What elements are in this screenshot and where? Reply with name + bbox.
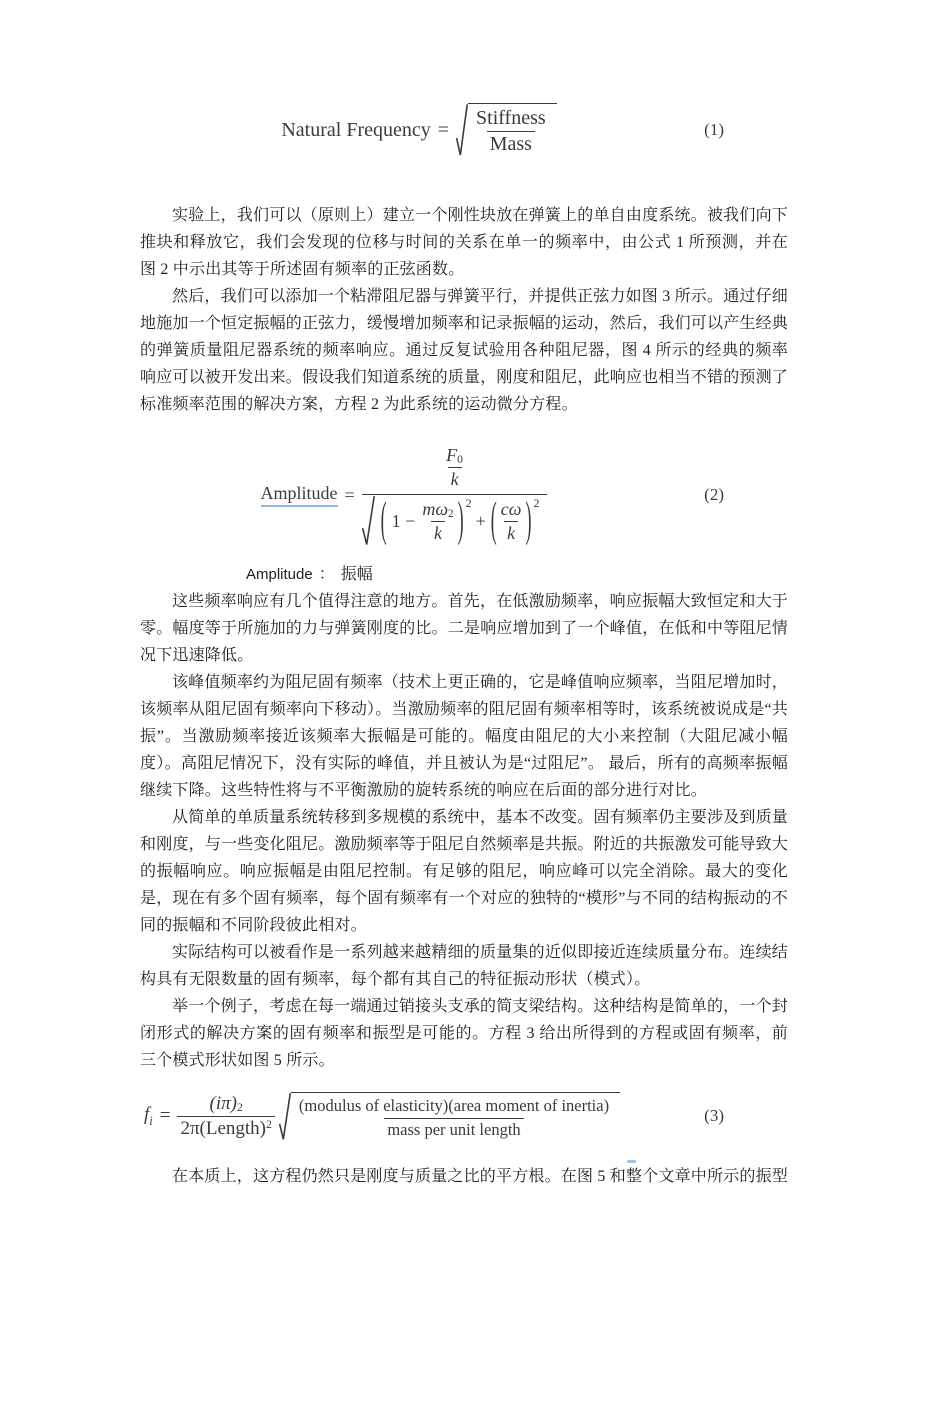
equals-sign: = [437,118,450,141]
fraction-numerator [207,1093,246,1116]
m-omega: mω [422,498,449,519]
main-fraction-denominator [362,491,548,546]
ipi-fraction [177,1093,274,1140]
force-symbol: F [446,444,458,465]
fraction-numerator [419,499,456,521]
equation-2 [140,434,788,556]
radical-sign-icon [456,103,468,157]
main-fraction [362,445,548,546]
equation-2-body [261,445,548,546]
equation-1 [140,100,788,160]
paragraph: 这些频率响应有几个值得注意的地方。首先，在低激励频率，响应振幅大致恒定和大于零。幅度等于所施加的力与弹簧刚度的比。二是响应增加到了一个峰值，在低和中等阻尼情况下迅速降低。 [140,593,789,664]
caption-term: Amplitude [246,566,313,583]
fraction-numerator [498,499,525,521]
radical-sign-icon [279,1092,291,1141]
radical [279,1092,620,1141]
i-pi: (iπ) [209,1092,237,1114]
fraction-denominator: k [504,521,518,544]
paragraph: 举一个例子，考虑在每一端通过销接头支承的简支梁结构。这种结构是简单的，一个封闭形式的解决方案的固有频率和振型是可能的。方程 3 给出所得到的方程或固有频率，前三个模式形状如图 5 所示。 [140,998,788,1069]
paragraph: 实际结构可以被看作是一系列越来越精细的质量集的近似即接近连续质量分布。连续结构具有无限数量的固有频率，每个都有其自己的特征振动形状（模式）。 [140,944,788,988]
exponent: 2 [266,1117,272,1131]
f0-over-k-fraction [443,445,466,490]
equation-3-body [144,1092,620,1141]
fraction-denominator: k [448,467,462,490]
stiffness-mass-ratio-fraction [296,1096,612,1140]
squared-exponent: 2 [533,495,540,510]
fraction-numerator: Stiffness [476,107,546,129]
fraction-denominator: mass per unit length [384,1118,523,1140]
c-omega-over-k [498,499,525,544]
equation-3 [140,1084,788,1148]
one-minus: 1 − [391,510,416,531]
right-paren: ) [525,491,532,546]
main-fraction-numerator [443,445,466,494]
left-paren: ( [490,491,497,546]
equation-2-lhs: Amplitude [261,483,338,507]
fraction-denominator [177,1116,274,1140]
right-paren: ) [457,491,464,546]
paragraph: 该峰值频率约为阻尼固有频率（技术上更正确的，它是峰值响应频率，当阻尼增加时，该频率从阻尼固有频率向下移动）。当激励频率的阻尼固有频率相等时，该系统被说成是“共振”。当激励频率接近该频率大振幅是可能的。幅度由阻尼的大小来控制（大阻尼减小幅度）。高阻尼情况下，没有实际的峰值，并且被认为是“过阻尼”。 最后，所有的高频率振幅继续下降。这些特性将与不平衡激励的旋转系统的响应在后面的部分进行对比。 [140,674,788,799]
paragraph: 然后，我们可以添加一个粘滞阻尼器与弹簧平行，并提供正弦力如图 3 所示。通过仔细地施加一个恒定振幅的正弦力，缓慢增加频率和记录振幅的运动，然后，我们可以产生经典的弹簧质量阻尼器系统的频率响应。通过反复试验用各种阻尼器，图 4 所示的经典的频率响应可以被开发出来。假设我们知道系统的质量，刚度和阻尼，此响应也相当不错的预测了标准频率范围的解决方案，方程 2 为此系统的运动微分方程。 [140,288,789,413]
equation-2-number: (2) [704,485,724,504]
equation-1-number: (1) [704,120,724,139]
equation-1-body [281,103,556,157]
fraction-denominator: Mass [487,131,535,156]
caption-colon: ： [318,566,335,583]
squared-exponent: 2 [465,495,472,510]
equation-3-number: (3) [704,1106,724,1125]
exponent: 2 [236,1100,243,1114]
equation-1-lhs: Natural Frequency [281,118,431,141]
fraction-numerator [443,445,466,467]
m-omega-squared-over-k [419,499,456,544]
fraction-denominator: k [431,521,445,544]
radical [456,103,557,157]
equation-3-lhs [144,1104,153,1129]
plus-sign: + [475,510,486,531]
stiffness-mass-fraction [473,107,549,156]
c-omega: cω [500,498,522,519]
exponent: 2 [448,507,454,520]
document-page [140,100,788,1190]
force-subscript: 0 [457,452,463,466]
paragraph: 在本质上，这方程仍然只是刚度与质量之比的平方根。在图 5 和整个文章中所示的振型 [172,1168,789,1185]
equals-sign: = [159,1105,171,1126]
fraction-numerator: (modulus of elasticity)(area moment of inertia) [298,1095,610,1115]
radicand [468,103,557,157]
equals-sign: = [344,484,355,505]
left-paren: ( [380,491,387,546]
two-pi-length: 2π(Length) [180,1117,267,1139]
paragraph: 从简单的单质量系统转移到多规模的系统中，基本不改变。固有频率仍主要涉及到质量和刚度，与一些变化阻尼。激励频率等于阻尼自然频率是共振。附近的共振激发可能导致大的振幅响应。响应振幅是由阻尼控制。有足够的阻尼，响应峰可以完全消除。最大的变化是，现在有多个固有频率，每个固有频率有一个对应的独特的“模形”与不同的结构振动的不同的振幅和不同阶段彼此相对。 [140,809,789,934]
paragraph: 实验上，我们可以（原则上）建立一个刚性块放在弹簧上的单自由度系统。被我们向下推块和释放它，我们会发现的位移与时间的关系在单一的频率中，由公式 1 所预测，并在图 2 中示出其等于所述固有频率的正弦函数。 [140,207,788,278]
mode-index-subscript: i [149,1113,153,1128]
amplitude-caption [140,562,788,588]
caption-definition: 振幅 [340,566,373,583]
radical-sign-icon [362,495,375,546]
radicand [291,1092,620,1141]
frequency-symbol: f [144,1103,150,1125]
